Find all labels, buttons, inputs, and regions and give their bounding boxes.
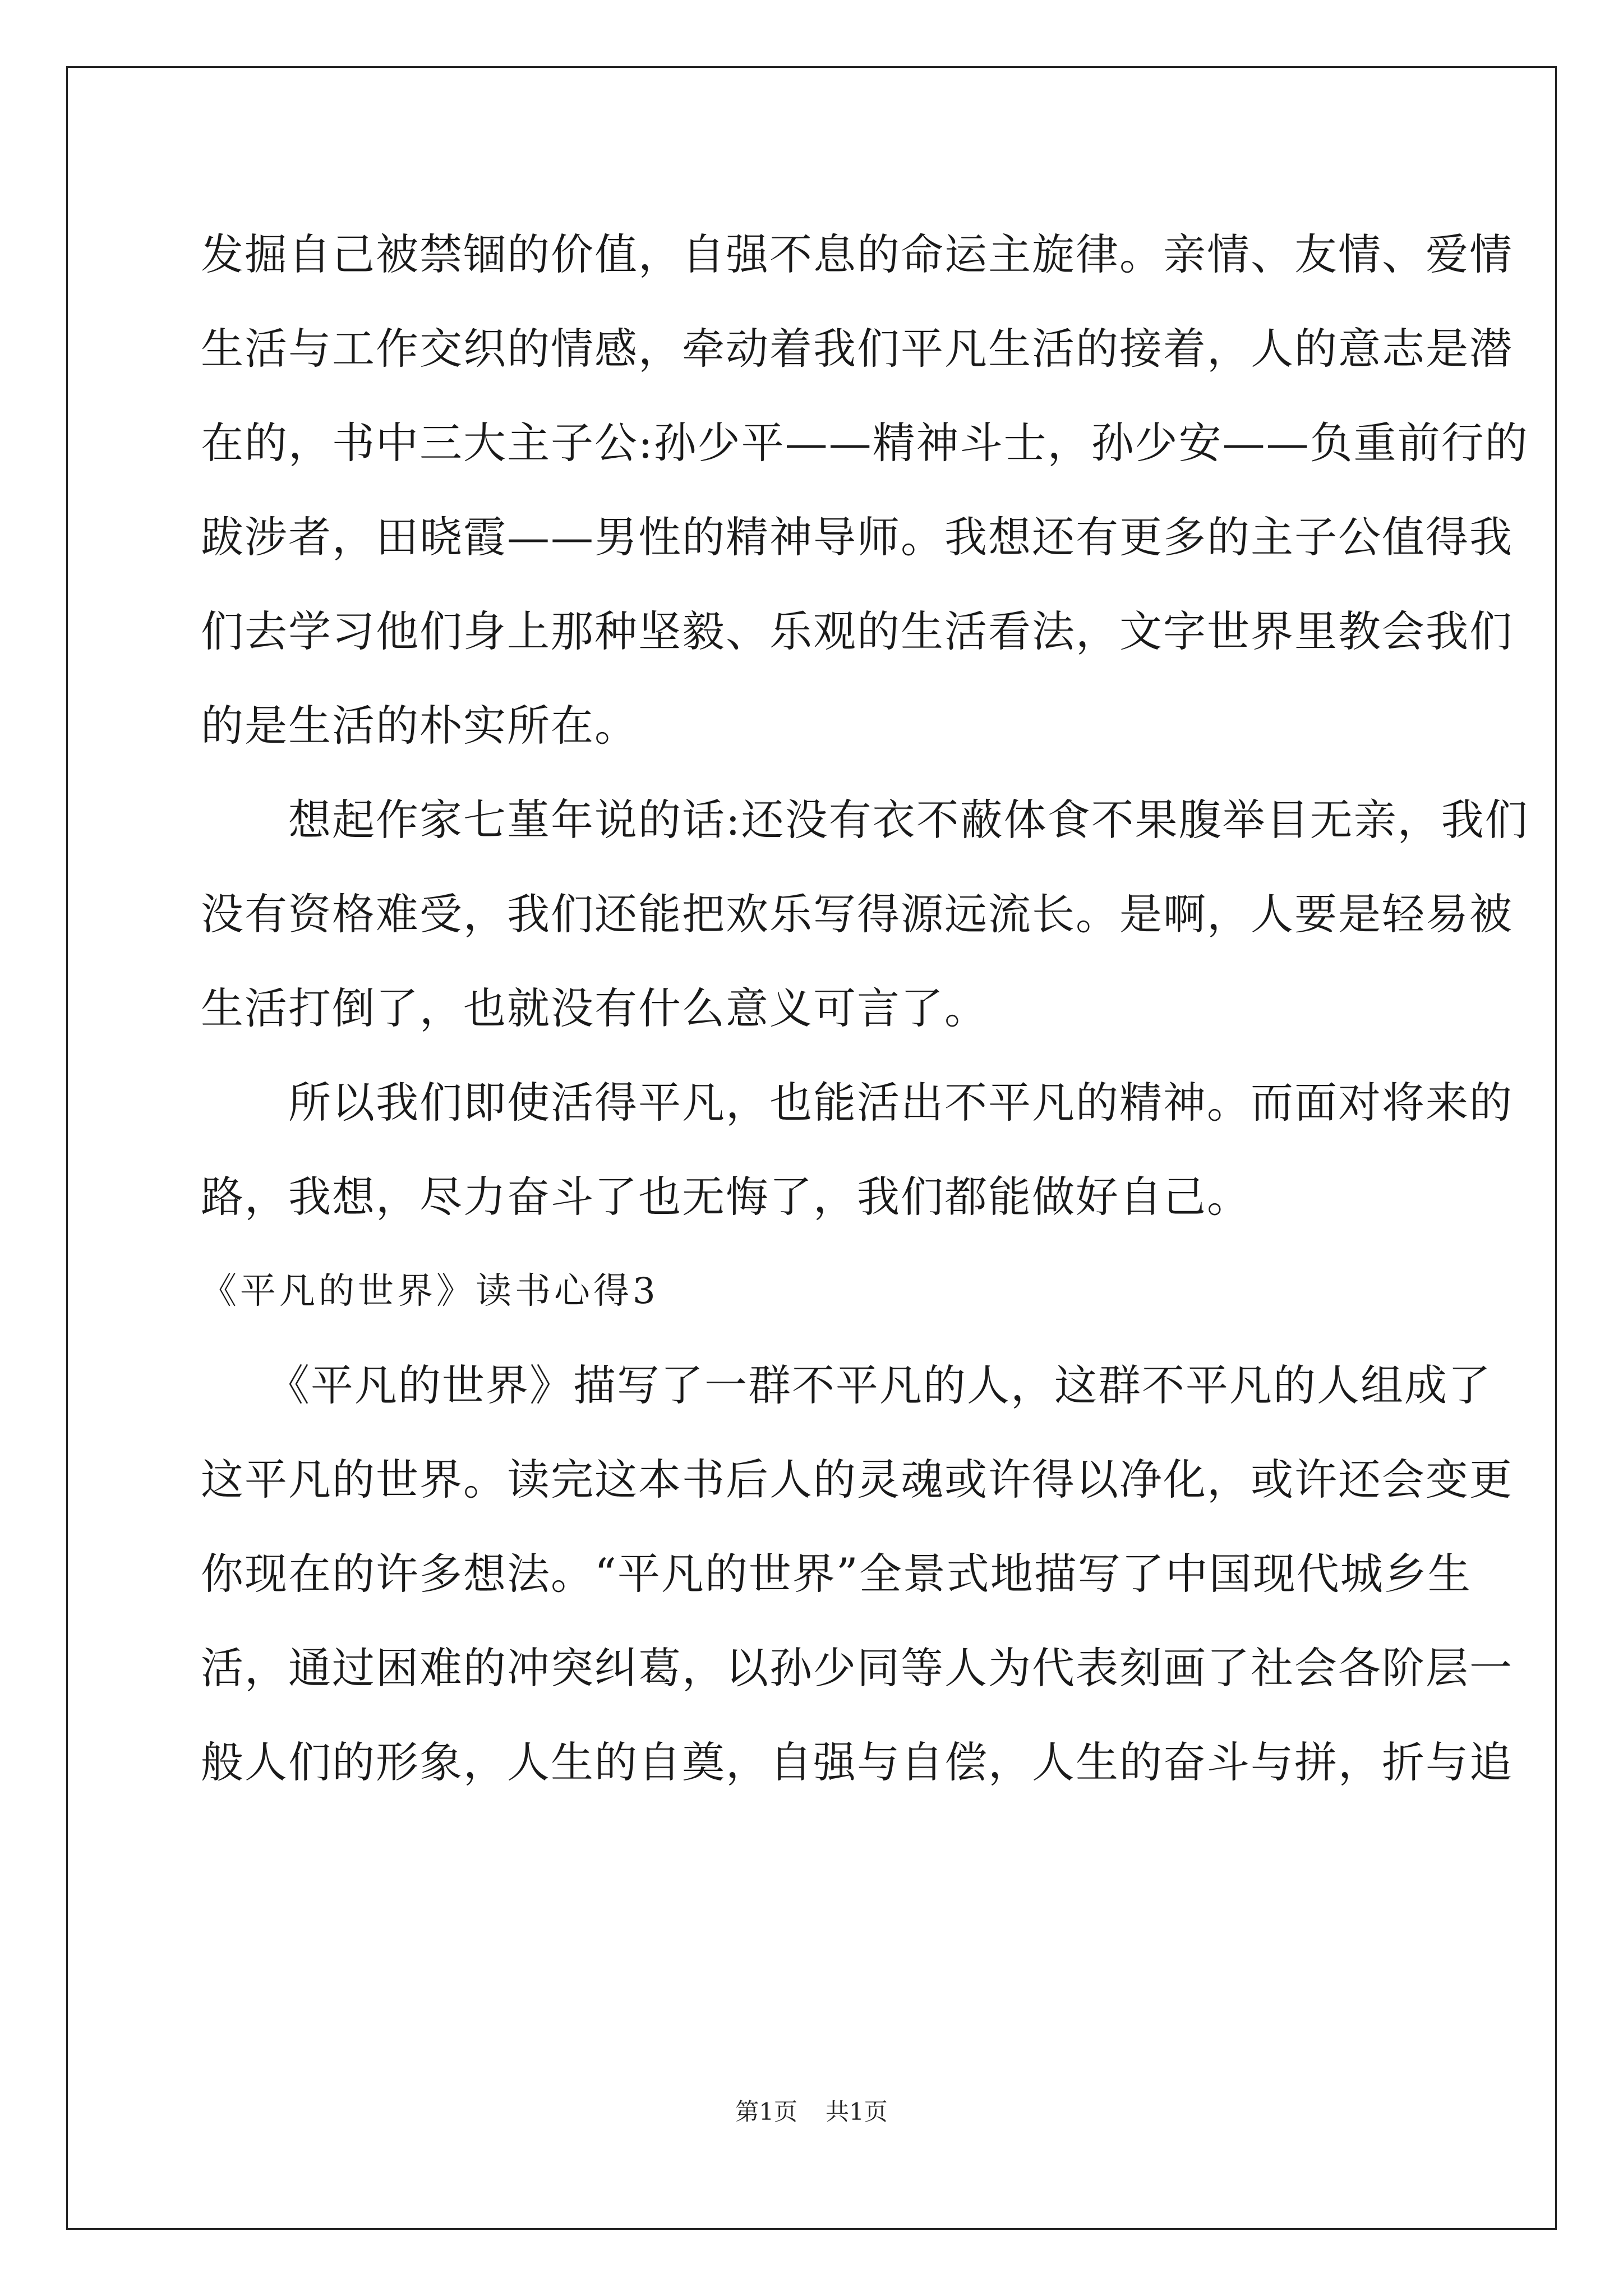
paragraph-line: 所以我们即使活得平凡，也能活出不平凡的精神。而面对将来的: [201, 1078, 1513, 1128]
paragraph-line: 想起作家七堇年说的话:还没有衣不蔽体食不果腹举目无亲，我们: [201, 795, 1529, 845]
section-heading: 《平凡的世界》读书心得3: [201, 1271, 659, 1312]
paragraph-line: 你现在的许多想法。“平凡的世界”全景式地描写了中国现代城乡生: [201, 1549, 1472, 1599]
paragraph-line: 生活打倒了，也就没有什么意义可言了。: [201, 983, 988, 1033]
paragraph-line: 活，通过困难的冲突纠葛，以孙少同等人为代表刻画了社会各阶层一: [201, 1643, 1513, 1693]
paragraph-line: 路，我想，尽力奋斗了也无悔了，我们都能做好自己。: [201, 1172, 1251, 1222]
paragraph-line: 发掘自己被禁锢的价值，自强不息的命运主旋律。亲情、友情、爱情: [201, 229, 1513, 279]
paragraph-line: 《平凡的世界》描写了一群不平凡的人，这群不平凡的人组成了: [201, 1360, 1492, 1410]
paragraph-line: 的是生活的朴实所在。: [201, 701, 638, 751]
paragraph-line: 们去学习他们身上那种坚毅、乐观的生活看法，文字世界里教会我们: [201, 606, 1513, 656]
page-footer: [0, 2095, 1623, 2129]
paragraph-line: 跋涉者，田晓霞——男性的精神导师。我想还有更多的主子公值得我: [201, 512, 1513, 562]
paragraph-line: 般人们的形象，人生的自奠，自强与自偿，人生的奋斗与拼，折与追: [201, 1737, 1513, 1787]
paragraph-line: 这平凡的世界。读完这本书后人的灵魂或许得以净化，或许还会变更: [201, 1455, 1513, 1504]
page-number-total: 共1页: [826, 2098, 888, 2125]
paragraph-line: 生活与工作交织的情感，牵动着我们平凡生活的接着，人的意志是潜: [201, 324, 1513, 374]
paragraph-line: 在的，书中三大主子公:孙少平——精神斗士，孙少安——负重前行的: [201, 418, 1529, 468]
paragraph-line: 没有资格难受，我们还能把欢乐写得源远流长。是啊，人要是轻易被: [201, 889, 1513, 939]
document-body: [201, 208, 1529, 1810]
page-number-current: 第1页: [735, 2098, 797, 2125]
